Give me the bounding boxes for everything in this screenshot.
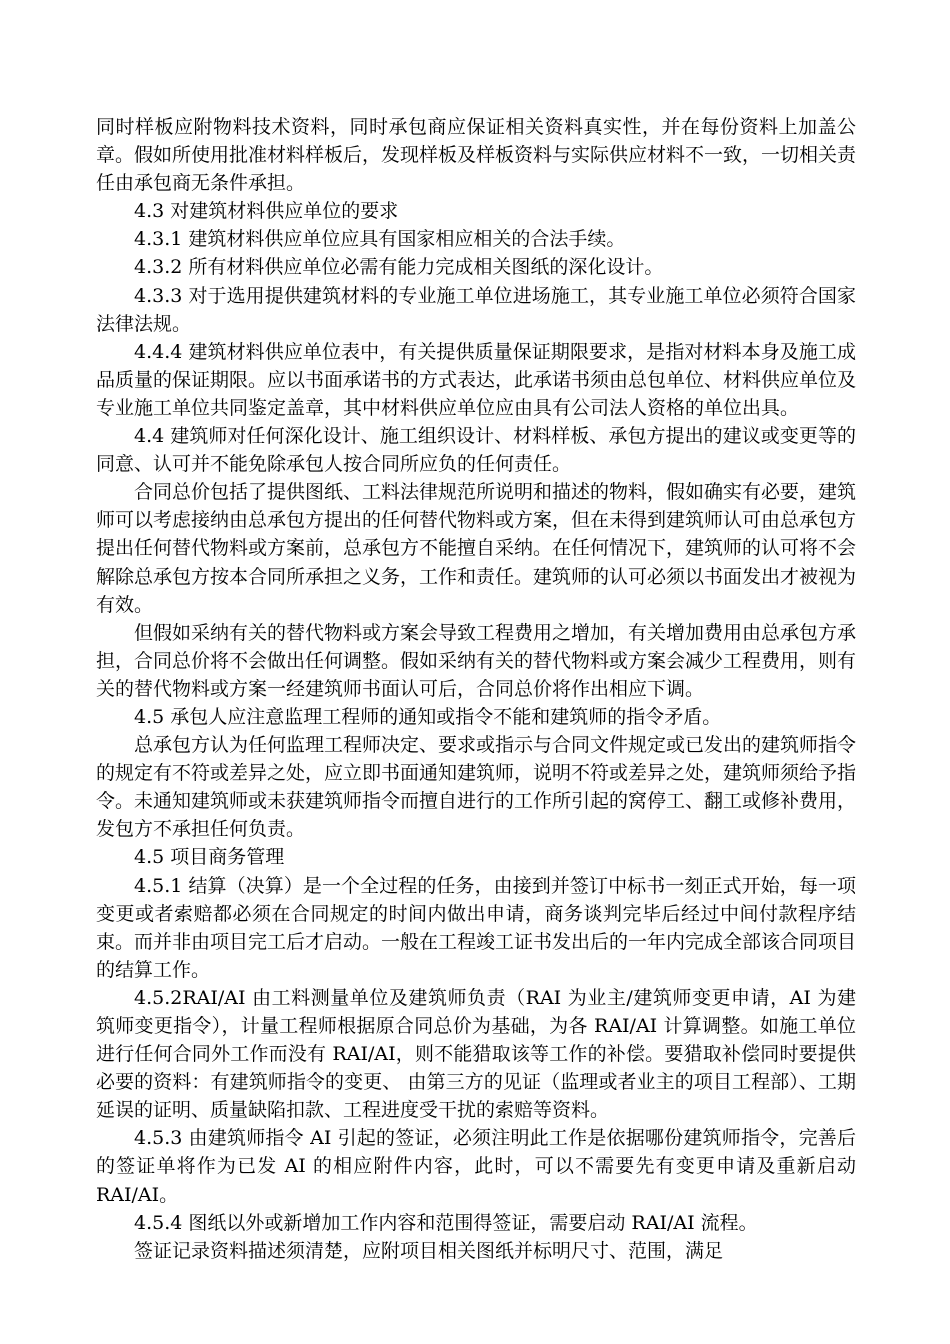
paragraph-4-3-2: 4.3.2 所有材料供应单位必需有能力完成相关图纸的深化设计。 <box>134 256 664 279</box>
section-heading-4-3: 4.3 对建筑材料供应单位的要求 <box>134 200 399 223</box>
paragraph-4-3-3: 4.3.3 对于选用提供建筑材料的专业施工单位进场施工，其专业施工单位必须符合国家法律法规。 <box>96 284 856 335</box>
paragraph-4-4-4: 4.4.4 建筑材料供应单位表中，有关提供质量保证期限要求，是指对材料本身及施工成品质量的保证期限。应以书面承诺书的方式表达，此承诺书须由总包单位、材料供应单位及专业施工单位共同鉴定盖章，其中材料供应单位应由具有公司法人资格的单位出具。 <box>96 340 857 419</box>
paragraph-4-5-3: 4.5.3 由建筑师指令 AI 引起的签证，必须注明此工作是依据哪份建筑师指令，完善后的签证单将作为已发 AI 的相应附件内容，此时，可以不需要先有变更申请及重新启动 RAI/AI。 <box>96 1127 856 1206</box>
paragraph-4-5-2: 4.5.2RAI/AI 由工料测量单位及建筑师负责（RAI 为业主/建筑师变更申请，AI 为建筑师变更指令），计量工程师根据原合同总价为基础，为各 RAI/AI 计算调整。如施工单位进行任何合同外工作而没有 RAI/AI，则不能猎取该等工作的补偿。要猎取补偿同时要提供必要的资料：有建筑师指令的变更、 由第三方的见证（监理或者业主的项目工程部）、工期延误的证明、质量缺陷扣款、工程进度受干扰的索赔等资料。 <box>96 986 856 1122</box>
paragraph-4-5-1: 4.5.1 结算（决算）是一个全过程的任务，由接到并签订中标书一刻正式开始，每一项变更或者索赔都必须在合同规定的时间内做出申请，商务谈判完毕后经过中间付款程序结束。而并非由项目完工后才启动。一般在工程竣工证书发出后的一年内完成全部该合同项目的结算工作。 <box>96 874 857 981</box>
paragraph-visa-records: 签证记录资料描述须清楚，应附项目相关图纸并标明尺寸、范围，满足 <box>134 1239 724 1262</box>
paragraph-4-4: 4.4 建筑师对任何深化设计、施工组织设计、材料样板、承包方提出的建议或变更等的同意、认可并不能免除承包人按合同所应负的任何责任。 <box>96 425 856 476</box>
paragraph-substitute-cost: 但假如采纳有关的替代物料或方案会导致工程费用之增加，有关增加费用由总承包方承担，合同总价将不会做出任何调整。假如采纳有关的替代物料或方案会减少工程费用，则有关的替代物料或方案一经建筑师书面认可后，合同总价将作出相应下调。 <box>96 621 857 700</box>
document-body <box>96 113 856 1265</box>
paragraph-continuation: 同时样板应附物料技术资料，同时承包商应保证相关资料真实性，并在每份资料上加盖公章。假如所使用批准材料样板后，发现样板及样板资料与实际供应材料不一致，一切相关责任由承包商无条件承担。 <box>96 116 857 195</box>
paragraph-4-3-1: 4.3.1 建筑材料供应单位应具有国家相应相关的合法手续。 <box>134 228 626 251</box>
paragraph-4-5: 4.5 承包人应注意监理工程师的通知或指令不能和建筑师的指令矛盾。 <box>134 705 722 728</box>
paragraph-4-5-4: 4.5.4 图纸以外或新增加工作内容和范围得签证，需要启动 RAI/AI 流程。 <box>134 1211 758 1234</box>
paragraph-discrepancy: 总承包方认为任何监理工程师决定、要求或指示与合同文件规定或已发出的建筑师指令的规定有不符或差异之处，应立即书面通知建筑师，说明不符或差异之处，建筑师须给予指令。未通知建筑师或未获建筑师指令而擅自进行的工作所引起的窝停工、翻工或修补费用，发包方不承担任何负责。 <box>96 734 857 841</box>
paragraph-contract-total: 合同总价包括了提供图纸、工料法律规范所说明和描述的物料，假如确实有必要，建筑师可以考虑接纳由总承包方提出的任何替代物料或方案，但在未得到建筑师认可由总承包方提出任何替代物料或方案前，总承包方不能擅自采纳。在任何情况下，建筑师的认可将不会解除总承包方按本合同所承担之义务，工作和责任。建筑师的认可必须以书面发出才被视为有效。 <box>96 481 857 616</box>
section-heading-4-5-commercial: 4.5 项目商务管理 <box>134 846 285 869</box>
